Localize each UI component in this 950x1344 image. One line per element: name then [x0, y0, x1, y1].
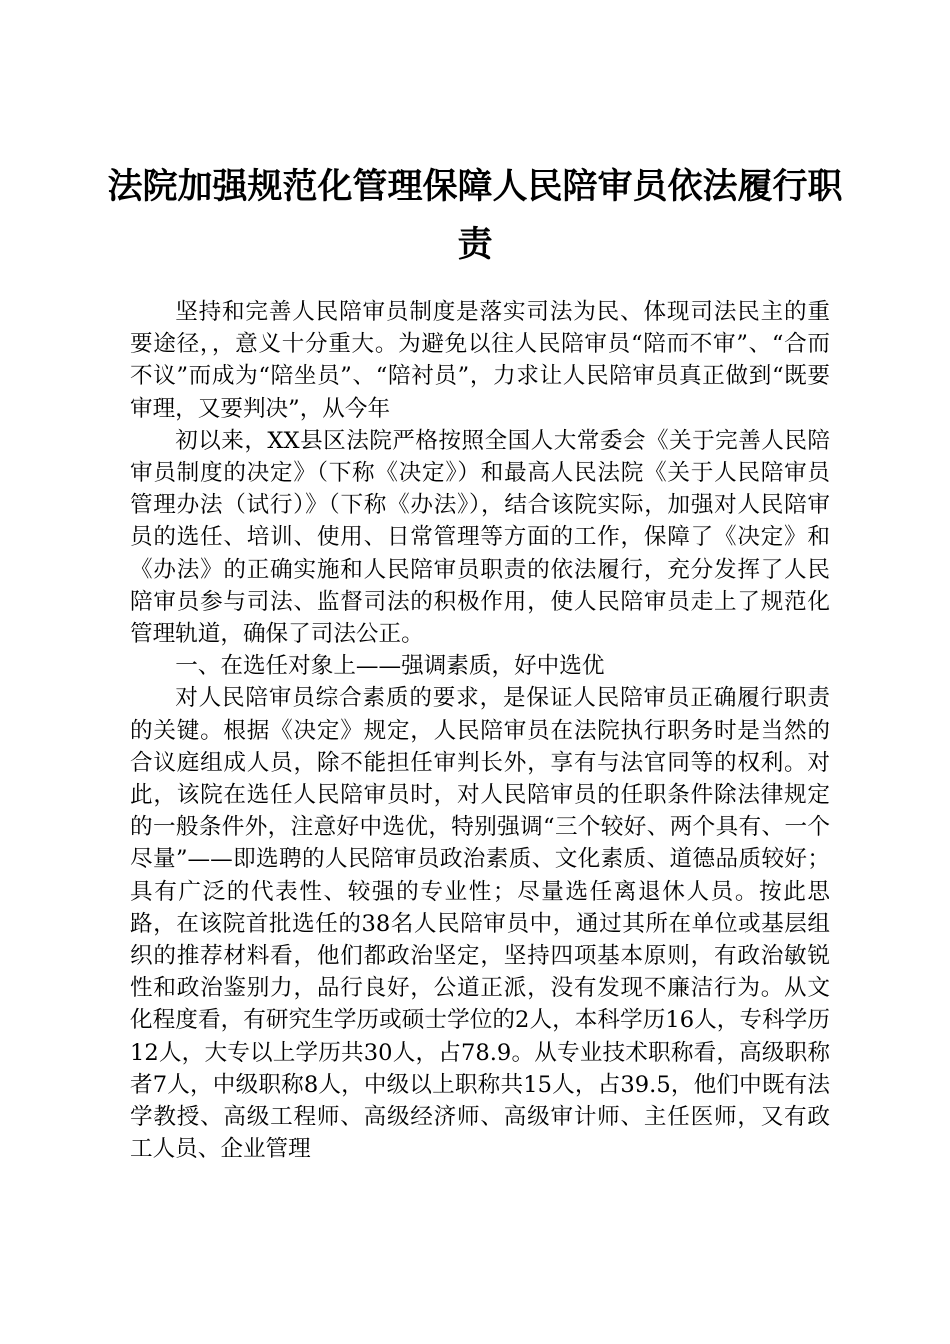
paragraph-selection: 对人民陪审员综合素质的要求，是保证人民陪审员正确履行职责的关键。根据《决定》规定，人民陪审员在法院执行职务时是当然的合议庭组成人员，除不能担任审判长外，享有与法官同等的权利。对此，该院在选任人民陪审员时，对人民陪审员的任职条件除法律规定的一般条件外，注意好中选优，特别强调“三个较好、两个具有、一个尽量”——即选聘的人民陪审员政治素质、文化素质、道德品质较好；具有广泛的代表性、较强的专业性；尽量选任离退休人员。按此思路，在该院首批选任的38名人民陪审员中，通过其所在单位或基层组织的推荐材料看，他们都政治坚定，坚持四项基本原则，有政治敏锐性和政治鉴别力，品行良好，公道正派，没有发现不廉洁行为。从文化程度看，有研究生学历或硕士学位的2人，本科学历16人，专科学历12人，大专以上学历共30人，占78.9。从专业技术职称看，高级职称者7人，中级职称8人，中级以上职称共15人，占39.5，他们中既有法学教授、高级工程师、高级经济师、高级审计师、主任医师，又有政工人员、企业管理 [130, 685, 830, 1163]
document-title: 法院加强规范化管理保障人民陪审员依法履行职责 [107, 166, 843, 265]
paragraph-background: 初以来，XX县区法院严格按照全国人大常委会《关于完善人民陪审员制度的决定》（下称《决定》）和最高人民法院《关于人民陪审员管理办法（试行）》（下称《办法》），结合该院实际，加强对人民陪审员的选任、培训、使用、日常管理等方面的工作，保障了《决定》和《办法》的正确实施和人民陪审员职责的依法履行，充分发挥了人民陪审员参与司法、监督司法的积极作用，使人民陪审员走上了规范化管理轨道，确保了司法公正。 [130, 427, 830, 648]
paragraph-intro: 坚持和完善人民陪审员制度是落实司法为民、体现司法民主的重要途径，，意义十分重大。为避免以往人民陪审员“陪而不审”、“合而不议”而成为“陪坐员”、“陪衬员”，力求让人民陪审员真正做到“既要审理，又要判决”，从今年 [130, 299, 830, 422]
section-heading-selection: 一、在选任对象上——强调素质，好中选优 [175, 653, 605, 680]
document-body [130, 296, 830, 1165]
